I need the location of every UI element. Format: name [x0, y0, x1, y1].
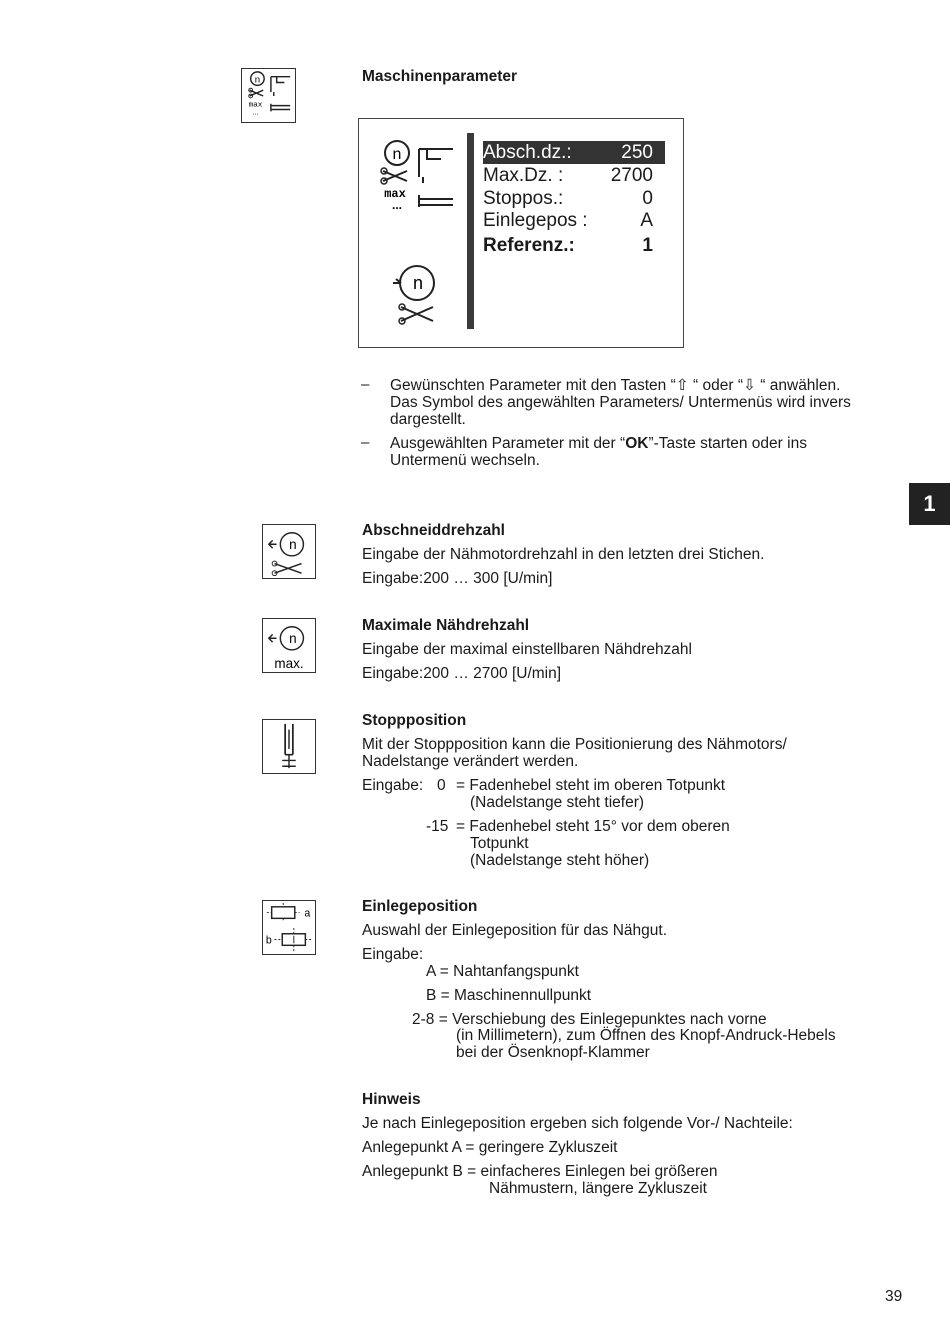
section-title-einlegeposition: Einlegeposition [362, 898, 478, 915]
lcd-row-label: Absch.dz.: [483, 142, 572, 163]
option-subtext: bei der Ösenknopf-Klammer [456, 1044, 650, 1061]
section-text: Mit der Stoppposition kann die Positionierung des Nähmotors/ [362, 736, 787, 753]
option-b: B = Maschinennullpunkt [426, 987, 592, 1004]
bullet-dash: – [361, 434, 370, 451]
instruction-1-line-2: Das Symbol des angewählten Parameters/ Untermenüs wird invers [390, 394, 851, 411]
insert-position-icon [262, 900, 316, 955]
lcd-row-value: 0 [642, 188, 653, 209]
cut-speed-icon [389, 259, 441, 325]
lcd-row-referenz[interactable] [483, 234, 665, 257]
lcd-display [358, 118, 684, 348]
section-text: Anlegepunkt A = geringere Zykluszeit [362, 1139, 618, 1156]
svg-text:n: n [392, 146, 402, 163]
page-title: Maschinenparameter [362, 68, 518, 85]
eingabe-label: Eingabe: [362, 946, 424, 963]
svg-text:max: max [248, 101, 263, 110]
section-text: Eingabe:200 … 300 [U/min] [362, 570, 553, 587]
option-key: -15 [426, 818, 449, 835]
section-text: Auswahl der Einlegeposition für das Nähgut. [362, 922, 668, 939]
max-speed-icon [262, 618, 316, 673]
option-2-8: 2-8 = Verschiebung des Einlegepunktes nach vorne [412, 1011, 767, 1028]
svg-text:n: n [412, 273, 424, 293]
lcd-row-label: Max.Dz. : [483, 165, 564, 186]
stop-position-icon [262, 719, 316, 774]
lcd-row-abschneiddrehzahl[interactable] [483, 141, 665, 164]
eingabe-label: Eingabe: [362, 777, 424, 794]
section-text: Eingabe der Nähmotordrehzahl in den letzten drei Stichen. [362, 546, 765, 563]
bullet-dash: – [361, 376, 370, 393]
lcd-row-label: Referenz.: [483, 235, 575, 256]
option-subtext: Totpunkt [470, 835, 529, 852]
option-subtext: (in Millimetern), zum Öffnen des Knopf-Andruck-Hebels [456, 1027, 836, 1044]
section-text: Je nach Einlegeposition ergeben sich folgende Vor-/ Nachteile: [362, 1115, 793, 1132]
section-title-stoppposition: Stoppposition [362, 712, 467, 729]
page-number: 39 [885, 1288, 903, 1305]
lcd-row-max-dz[interactable] [483, 164, 665, 187]
lcd-row-label: Stoppos.: [483, 188, 564, 209]
section-text: Eingabe der maximal einstellbaren Nähdrehzahl [362, 641, 692, 658]
option-key: 0 [437, 777, 446, 794]
lcd-scrollbar [467, 133, 474, 329]
option-text: = Fadenhebel steht 15° vor dem oberen [456, 818, 730, 835]
lcd-row-value: 2700 [610, 165, 653, 186]
svg-text:n: n [289, 631, 297, 647]
section-text: Anlegepunkt B = einfacheres Einlegen bei größeren [362, 1163, 718, 1180]
section-text: Nähmustern, längere Zykluszeit [489, 1180, 707, 1197]
section-title-max-naehdrehzahl: Maximale Nähdrehzahl [362, 617, 530, 634]
section-text: Eingabe:200 … 2700 [U/min] [362, 665, 562, 682]
machine-parameters-large-icon [373, 137, 463, 217]
section-title-abschneiddrehzahl: Abschneiddrehzahl [362, 522, 505, 539]
lcd-row-label: Einlegepos : [483, 210, 588, 231]
svg-text:a: a [304, 907, 311, 920]
cut-speed-small-icon [262, 524, 316, 579]
instruction-2-line-1: Ausgewählten Parameter mit der “OK”-Taste starten oder ins [390, 435, 807, 452]
machine-parameters-icon [241, 68, 296, 123]
lcd-row-stoppos[interactable] [483, 187, 665, 210]
svg-text:...: ... [391, 198, 403, 212]
option-text: = Fadenhebel steht im oberen Totpunkt [456, 777, 725, 794]
svg-text:b: b [265, 934, 272, 947]
instruction-1-line-1: Gewünschten Parameter mit den Tasten “⇧ “ oder “⇩ “ anwählen. [390, 377, 841, 394]
instruction-2-line-2: Untermenü wechseln. [390, 452, 540, 469]
n-icon-text: n [254, 74, 261, 86]
ok-key-label: OK [625, 435, 649, 452]
option-a: A = Nahtanfangspunkt [426, 963, 579, 980]
lcd-row-value: 1 [642, 235, 653, 256]
lcd-row-value: A [640, 210, 653, 231]
lcd-row-einlegepos[interactable] [483, 209, 665, 232]
option-subtext: (Nadelstange steht höher) [470, 852, 650, 869]
svg-text:...: ... [252, 107, 259, 117]
instruction-1-line-3: dargestellt. [390, 411, 466, 428]
chapter-tab: 1 [909, 483, 950, 525]
svg-text:max: max [384, 187, 406, 201]
section-title-hinweis: Hinweis [362, 1091, 421, 1108]
svg-text:n: n [289, 537, 297, 553]
svg-text:max.: max. [274, 656, 304, 672]
section-text: Nadelstange verändert werden. [362, 753, 579, 770]
option-subtext: (Nadelstange steht tiefer) [470, 794, 645, 811]
lcd-row-value: 250 [621, 142, 653, 163]
